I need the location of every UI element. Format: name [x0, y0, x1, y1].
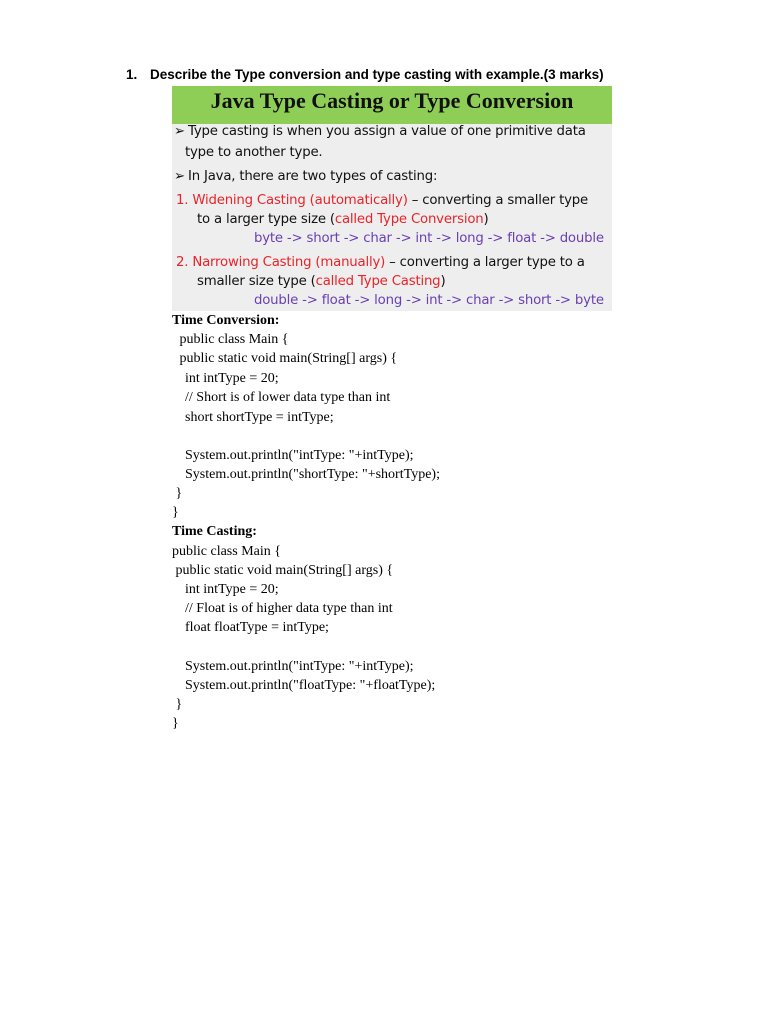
question-number: 1.	[126, 67, 138, 82]
widening-chain: byte -> short -> char -> int -> long -> float -> double	[254, 231, 604, 246]
code-line: int intType = 20;	[178, 582, 279, 597]
code-line: // Float is of higher data type than int	[178, 601, 393, 616]
code-line: float floatType = intType;	[178, 620, 329, 635]
bullet-1-line-1: ➢ Type casting is when you assign a value of one primitive data	[174, 124, 586, 139]
widening-number: 1.	[176, 193, 189, 208]
narrowing-line-1	[176, 255, 585, 270]
widening-label: Widening Casting (automatically)	[192, 193, 408, 208]
code-line: short shortType = intType;	[178, 410, 334, 425]
arrow-bullet-icon: ➢	[174, 169, 185, 184]
code-line: }	[172, 486, 183, 501]
arrow-bullet-icon: ➢	[174, 124, 185, 139]
narrowing-chain: double -> float -> long -> int -> char -> short -> byte	[254, 293, 604, 308]
code-line: public static void main(String[] args) {	[172, 563, 394, 578]
code-line: public class Main {	[172, 544, 281, 559]
code-line: }	[172, 505, 179, 520]
narrowing-desc: – converting a larger type to a	[385, 255, 585, 270]
narrowing-line-2: smaller size type (called Type Casting)	[197, 274, 446, 289]
bullet-2: ➢ In Java, there are two types of casting:	[174, 169, 438, 184]
widening-desc: – converting a smaller type	[407, 193, 588, 208]
narrowing-called: called Type Casting	[315, 274, 441, 289]
widening-called: called Type Conversion	[334, 212, 484, 227]
narrowing-number: 2.	[176, 255, 189, 270]
code-line: System.out.println("intType: "+intType);	[178, 448, 414, 463]
casting-heading: Time Casting:	[172, 524, 257, 539]
code-line: System.out.println("floatType: "+floatType);	[178, 678, 436, 693]
code-line: System.out.println("shortType: "+shortType);	[178, 467, 440, 482]
code-line: int intType = 20;	[178, 371, 279, 386]
code-line: }	[172, 716, 179, 731]
type-casting-slide-image	[172, 86, 612, 311]
widening-line-2: to a larger type size (called Type Conversion)	[197, 212, 489, 227]
slide-title: Java Type Casting or Type Conversion	[172, 86, 612, 124]
code-line: // Short is of lower data type than int	[178, 390, 391, 405]
narrowing-label: Narrowing Casting (manually)	[192, 255, 386, 270]
widening-line-1	[176, 193, 588, 208]
code-line: System.out.println("intType: "+intType);	[178, 659, 414, 674]
code-line: }	[172, 697, 183, 712]
conversion-heading: Time Conversion:	[172, 313, 280, 328]
question-text: Describe the Type conversion and type casting with example.(3 marks)	[150, 67, 604, 82]
question-heading	[126, 67, 604, 82]
code-line: public class Main {	[176, 332, 289, 347]
code-line: public static void main(String[] args) {	[176, 351, 398, 366]
bullet-1-line-2: type to another type.	[185, 145, 323, 160]
